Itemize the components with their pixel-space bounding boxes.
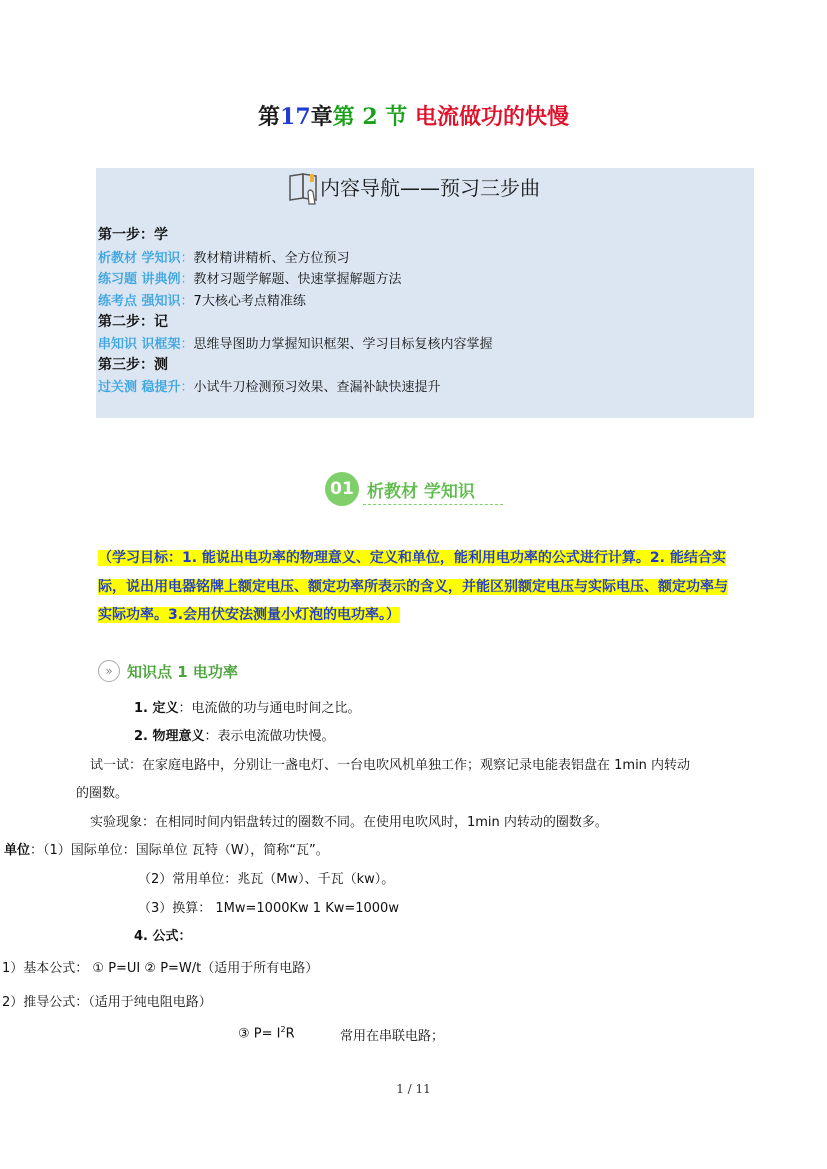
meaning-line	[134, 725, 335, 744]
formula-three-note: 常用在串联电路；	[340, 1029, 445, 1044]
observation-line: 实验现象：在相同时间内铝盘转过的圈数不同。在使用电吹风时，1min 内转动的圈数多。	[90, 815, 608, 830]
nav-row-tag: 析教材 学知识	[98, 251, 181, 266]
nav-row	[98, 333, 493, 352]
objectives-text: 实际功率。3.会用伏安法测量小灯泡的电功率。）	[98, 607, 401, 623]
objectives-line	[98, 547, 726, 567]
navigation-title: 内容导航——预习三步曲	[320, 176, 540, 200]
knowledge-point-title: 知识点 1 电功率	[127, 663, 238, 681]
step-two-heading: 第二步：记	[98, 314, 168, 330]
step-one-heading: 第一步：学	[98, 227, 168, 243]
formula-label: 4. 公式	[134, 929, 179, 944]
nav-row-separator: ：	[180, 337, 194, 352]
nav-row-separator: ：	[180, 272, 194, 287]
unit-international: ：（1）国际单位：国际单位 瓦特（W），简称“瓦”。	[30, 843, 329, 858]
page-number: 1 / 11	[396, 1082, 431, 1096]
nav-row-separator: ：	[180, 251, 194, 266]
definition-label: 1. 定义	[134, 701, 179, 716]
title-chapter-suffix: 章	[310, 104, 333, 130]
meaning-text: ：表示电流做功快慢。	[204, 729, 335, 744]
nav-row	[98, 376, 441, 395]
nav-row	[98, 268, 402, 287]
unit-common: （2）常用单位：兆瓦（Mw）、千瓦（kw）。	[138, 872, 395, 887]
nav-row	[98, 247, 350, 266]
objectives-text: 际，说出用电器铭牌上额定电压、额定功率所表示的含义，并能区别额定电压与实际电压、额定功率与	[98, 579, 728, 595]
title-prefix: 第	[258, 104, 281, 130]
section-badge	[325, 472, 505, 508]
nav-row	[98, 290, 306, 309]
section-number: 01	[325, 472, 359, 506]
double-chevron-icon: »	[98, 660, 120, 682]
title-chapter: 17	[280, 104, 311, 130]
formula-three-exponent: 2	[280, 1025, 286, 1034]
nav-row-tag: 过关测 稳提升	[98, 380, 181, 395]
objectives-line	[98, 604, 400, 624]
unit-conversion: （3）换算： 1Mw=1000Kw 1 Kw=1000w	[138, 901, 399, 916]
nav-row-separator: ：	[180, 294, 194, 309]
section-underline	[363, 504, 503, 505]
definition-text: ：电流做的功与通电时间之比。	[178, 701, 361, 716]
unit-line	[4, 839, 329, 858]
definition-line	[134, 697, 361, 716]
nav-row-tag: 串知识 识框架	[98, 337, 181, 352]
nav-row-desc: 7大核心考点精准练	[193, 294, 306, 309]
formula-three-prefix: ③ P= I	[238, 1026, 281, 1042]
formula-three	[238, 1025, 295, 1041]
nav-row-desc: 小试牛刀检测预习效果、查漏补缺快速提升	[193, 380, 441, 395]
basic-formula-line: 1）基本公式： ① P=UI ② P=W/t（适用于所有电路）	[2, 961, 319, 976]
title-section: 第 2 节	[332, 104, 408, 130]
nav-row-tag: 练习题 讲典例	[98, 272, 181, 287]
try-it-line: 试一试：在家庭电路中，分别让一盏电灯、一台电吹风机单独工作；观察记录电能表铝盘在 1min 内转动	[90, 758, 691, 773]
section-label: 析教材 学知识	[367, 482, 475, 502]
book-hand-icon	[288, 170, 322, 208]
title-topic: 电流做功的快慢	[414, 104, 569, 130]
page-title	[0, 100, 827, 131]
formula-colon: ：	[178, 929, 192, 944]
nav-row-tag: 练考点 强知识	[98, 294, 181, 309]
meaning-label: 2. 物理意义	[134, 729, 205, 744]
unit-label: 单位	[4, 843, 31, 858]
step-three-heading: 第三步：测	[98, 357, 168, 373]
nav-row-desc: 教材习题学解题、快速掌握解题方法	[193, 272, 402, 287]
derived-formula-line: 2）推导公式：（适用于纯电阻电路）	[2, 995, 212, 1010]
formula-heading	[134, 925, 192, 944]
try-it-line-continued: 的圈数。	[76, 786, 129, 801]
nav-row-desc: 教材精讲精析、全方位预习	[193, 251, 350, 266]
objectives-line	[98, 576, 728, 596]
nav-row-desc: 思维导图助力掌握知识框架、学习目标复核内容掌握	[193, 337, 493, 352]
nav-row-separator: ：	[180, 380, 194, 395]
formula-three-suffix: R	[285, 1026, 295, 1042]
objectives-text: （学习目标：1. 能说出电功率的物理意义、定义和单位，能利用电功率的公式进行计算。2. 能结合实	[98, 550, 726, 566]
